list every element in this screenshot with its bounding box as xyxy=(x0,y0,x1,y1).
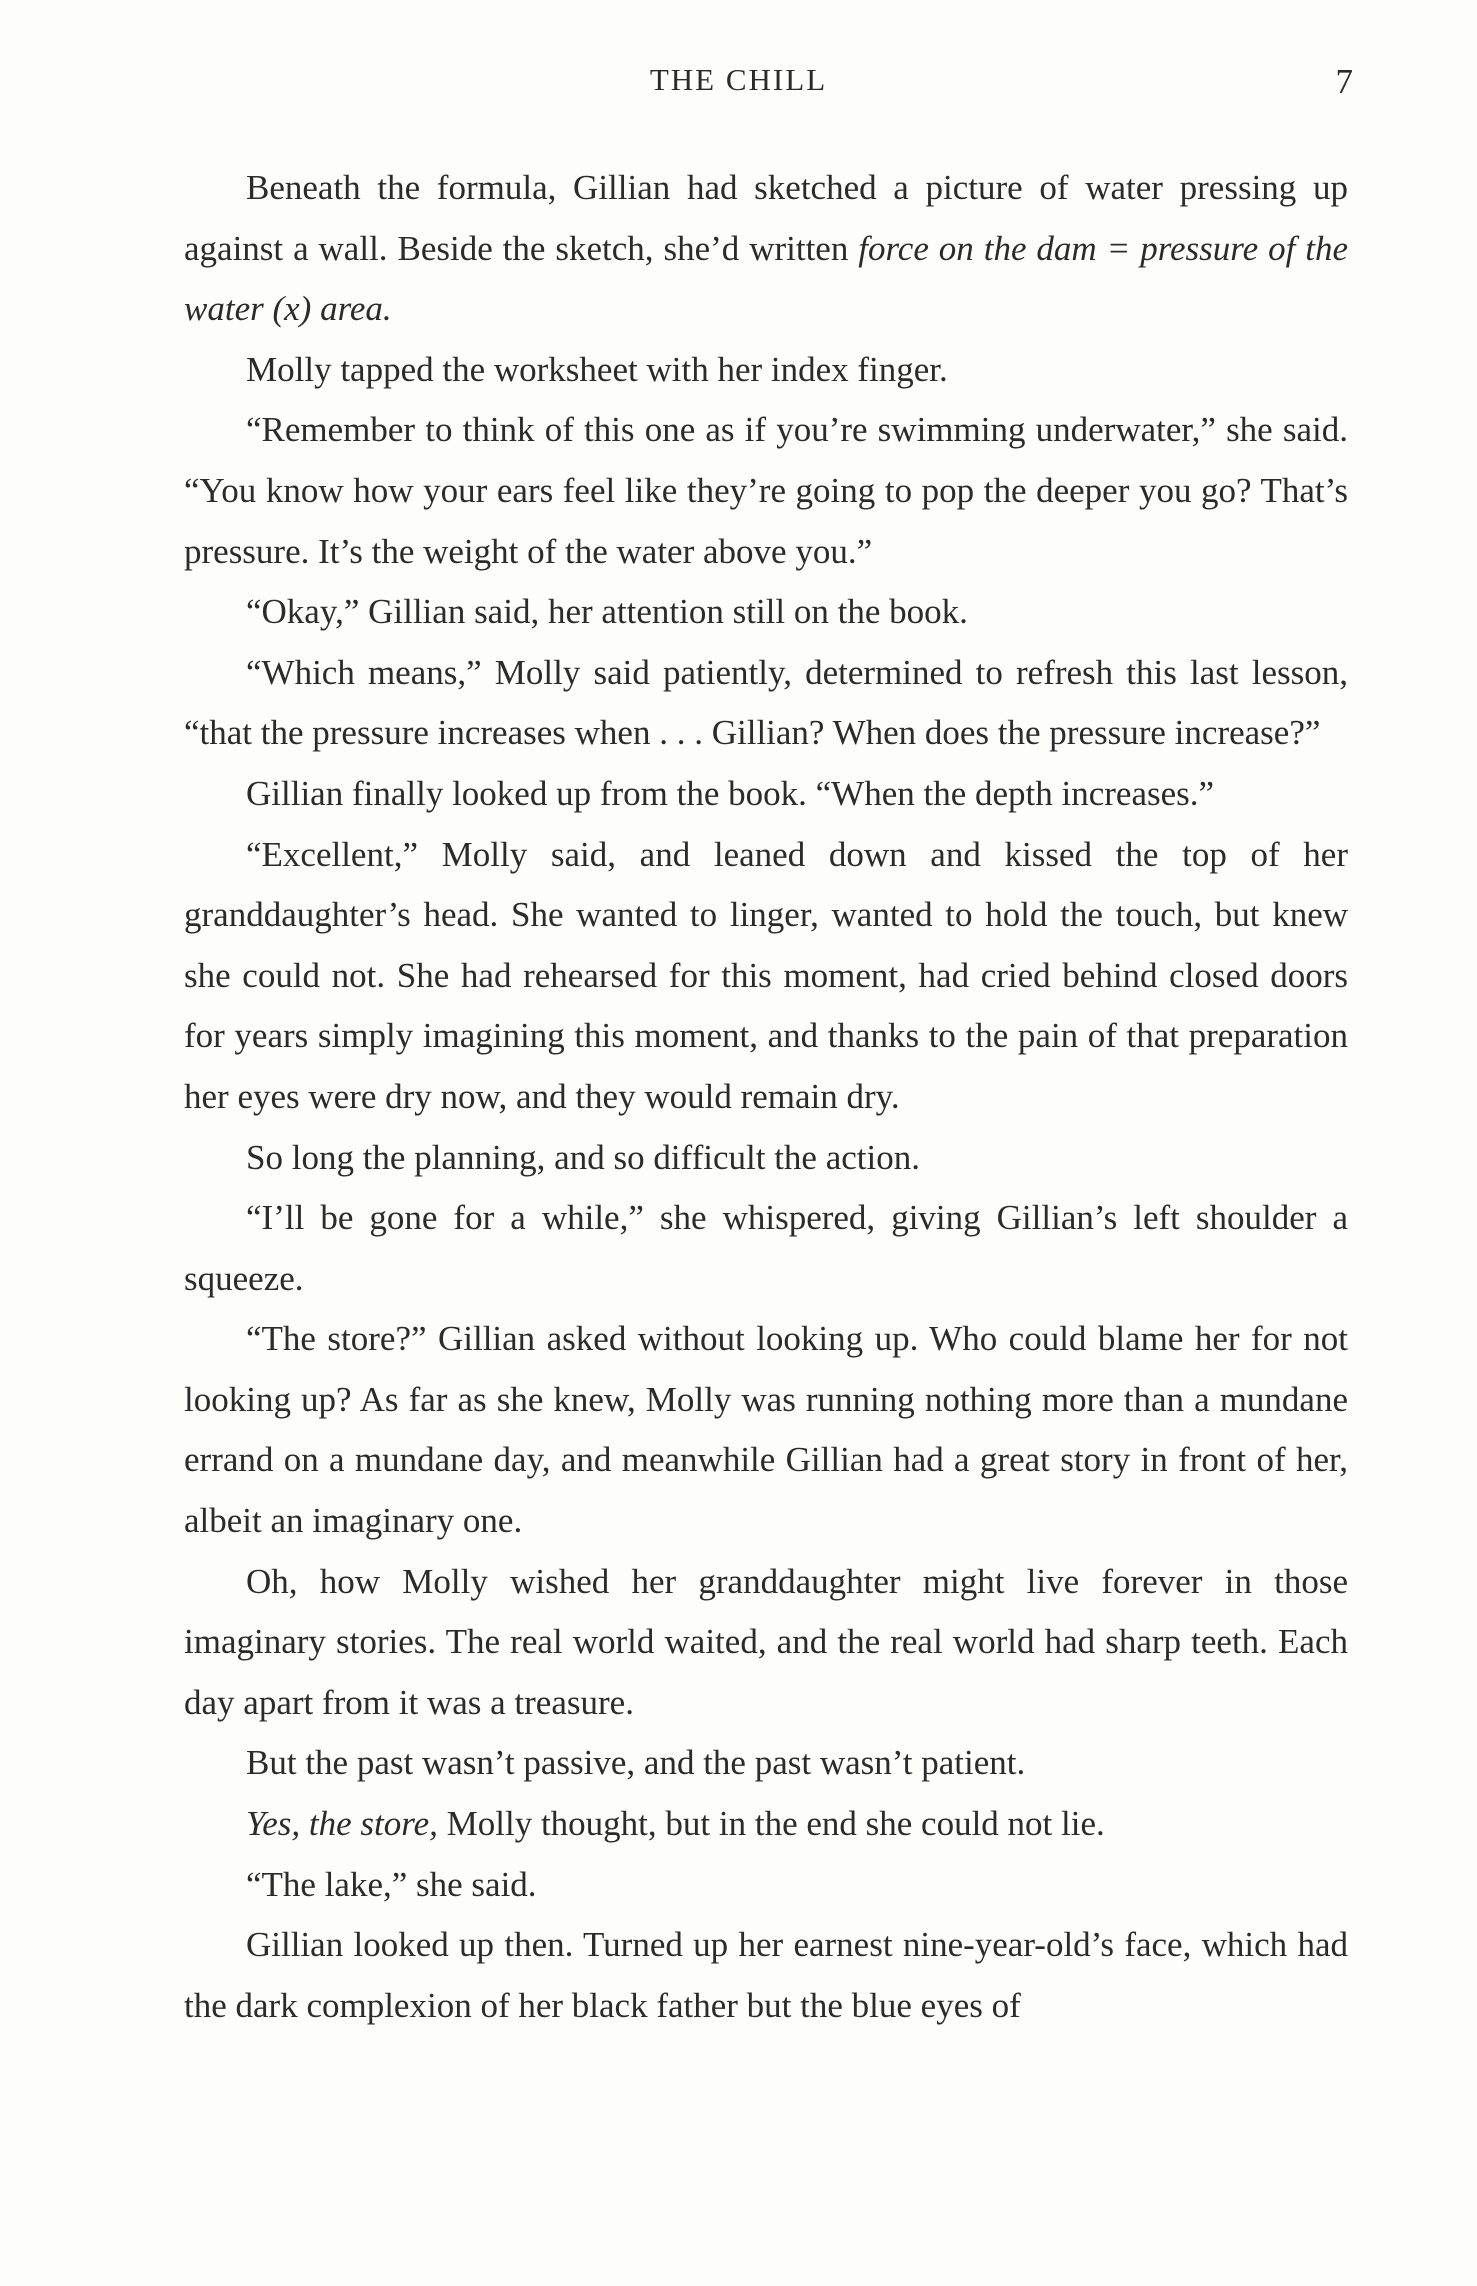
body-text xyxy=(184,158,1348,2036)
paragraph xyxy=(184,643,1348,764)
paragraph xyxy=(184,340,1348,401)
paragraph xyxy=(184,825,1348,1128)
paragraph xyxy=(184,1188,1348,1309)
paragraph-text: “Which means,” Molly said patiently, determined to refresh this last lesson, “that the pressure increases when . . . Gillian? When does the pressure increase?” xyxy=(184,652,1348,753)
paragraph-text: Gillian finally looked up from the book. “When the depth increases.” xyxy=(246,773,1215,813)
paragraph xyxy=(184,1552,1348,1734)
paragraph xyxy=(184,1128,1348,1189)
italic-text: force on the dam = pressure of the water (x) area. xyxy=(184,228,1348,329)
paragraph xyxy=(184,1794,1348,1855)
paragraph-text: “Okay,” Gillian said, her attention still on the book. xyxy=(246,592,968,632)
paragraph-text: So long the planning, and so difficult the action. xyxy=(246,1137,920,1177)
paragraph xyxy=(184,400,1348,582)
paragraph xyxy=(184,158,1348,340)
paragraph-text: But the past wasn’t passive, and the past wasn’t patient. xyxy=(246,1743,1026,1783)
paragraph-text: “Excellent,” Molly said, and leaned down and kissed the top of her granddaughter’s head. She wanted to linger, wanted to hold the touch, but knew she could not. She had rehearsed for this moment, had cried behind closed doors for years simply imagining this moment, and thanks to the pain of that preparation her eyes were dry now, and they would remain dry. xyxy=(184,834,1348,1116)
page-number: 7 xyxy=(1335,62,1353,101)
italic-text: Yes, the store, xyxy=(246,1804,438,1844)
paragraph xyxy=(184,764,1348,825)
paragraph-text: “The store?” Gillian asked without looking up. Who could blame her for not looking up? As far as she knew, Molly was running nothing more than a mundane errand on a mundane day, and meanwhile Gillian had a great story in front of her, albeit an imaginary one. xyxy=(184,1319,1348,1541)
paragraph-text: Oh, how Molly wished her granddaughter might live forever in those imaginary stories. The real world waited, and the real world had sharp teeth. Each day apart from it was a treasure. xyxy=(184,1561,1348,1722)
paragraph xyxy=(184,582,1348,643)
paragraph xyxy=(184,1309,1348,1551)
paragraph xyxy=(184,1915,1348,2036)
paragraph-text: “The lake,” she said. xyxy=(246,1864,537,1904)
paragraph-text: “I’ll be gone for a while,” she whispered, giving Gillian’s left shoulder a squeeze. xyxy=(184,1198,1348,1298)
paragraph xyxy=(184,1733,1348,1794)
paragraph-text: Gillian looked up then. Turned up her earnest nine-year-old’s face, which had the dark complexion of her black father but the blue eyes of xyxy=(184,1925,1348,2025)
paragraph-text: Beneath the formula, Gillian had sketched a picture of water pressing up against a wall. Beside the sketch, she’d written xyxy=(184,168,1348,268)
paragraph-text: Molly tapped the worksheet with her index finger. xyxy=(246,349,948,389)
paragraph xyxy=(184,1855,1348,1916)
paragraph-text: Molly thought, but in the end she could not lie. xyxy=(437,1804,1105,1844)
running-head xyxy=(0,62,1477,112)
running-head-title: THE CHILL xyxy=(649,62,828,97)
paragraph-text: “Remember to think of this one as if you’re swimming underwater,” she said. “You know how your ears feel like they’re going to pop the deeper you go? That’s pressure. It’s the weight of the water above you.” xyxy=(184,410,1348,571)
